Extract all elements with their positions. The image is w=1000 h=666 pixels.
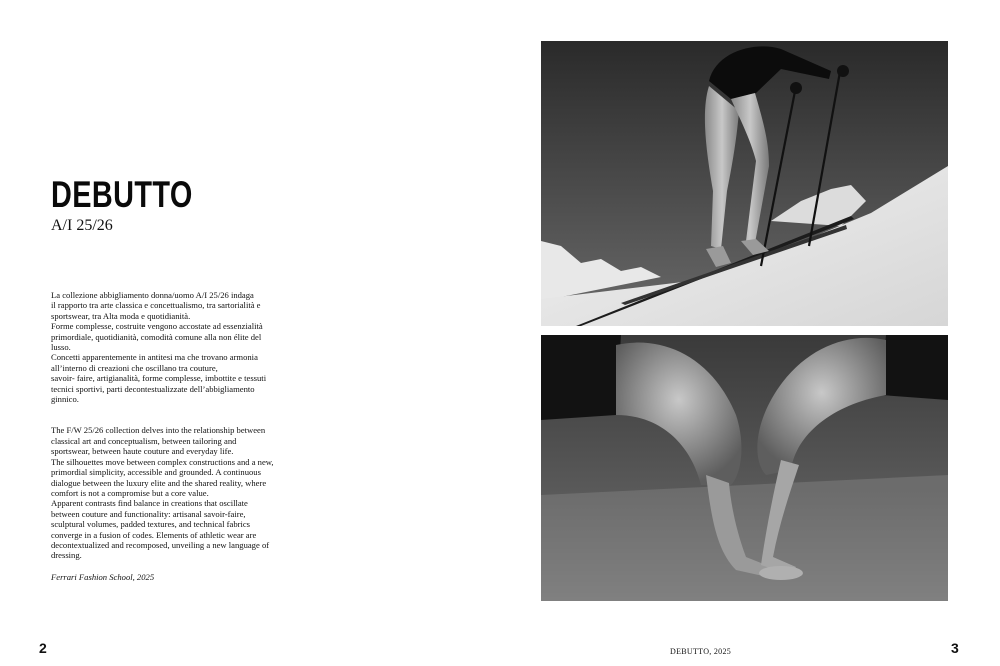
page-subtitle: A/I 25/26 — [51, 217, 113, 234]
text-line: primordial simplicity, accessible and grounded. A continuous — [51, 467, 261, 478]
text-line: The F/W 25/26 collection delves into the relationship between — [51, 425, 266, 436]
text-line: converge in a fusion of codes. Elements of athletic wear are — [51, 529, 257, 540]
text-line: all’interno di creazioni che oscillano tra couture, — [51, 362, 218, 373]
text-line: sportswear, tra Alta moda e quotidianità. — [51, 310, 191, 321]
text-line: primordiale, quotidianità, comodità comune alla non élite del — [51, 331, 262, 342]
text-line: The silhouettes move between complex constructions and a new, — [51, 456, 274, 467]
text-line: il rapporto tra arte classica e concettualismo, tra sartorialità e — [51, 300, 261, 311]
text-line: dialogue between the luxury elite and the shared reality, where — [51, 477, 267, 488]
text-line: lusso. — [51, 342, 71, 353]
photo-skier-in-heels-on-snow-slope — [541, 41, 948, 326]
text-line: between couture and functionality: artisanal savoir-faire, — [51, 508, 246, 519]
english-text-block — [51, 425, 281, 560]
text-line: dressing. — [51, 550, 82, 561]
text-line: La collezione abbigliamento donna/uomo A/I 25/26 indaga — [51, 290, 254, 300]
text-line: ginnico. — [51, 394, 79, 405]
text-line: Concetti apparentemente in antitesi ma che trovano armonia — [51, 352, 258, 363]
italian-text-block — [51, 290, 281, 404]
photo-figures — [541, 335, 948, 601]
text-line: tecnici sportivi, parti decontestualizzate dell’abbigliamento — [51, 383, 255, 394]
page-number-left: 2 — [39, 640, 47, 656]
text-line: comfort is not a compromise but a core value. — [51, 487, 209, 498]
page-number-right: 3 — [951, 640, 959, 656]
text-line: Apparent contrasts find balance in creations that oscillate — [51, 498, 248, 509]
text-line: sculptural volumes, padded textures, and technical fabrics — [51, 519, 251, 530]
text-line: Forme complesse, costruite vengono accostate ad essenzialità — [51, 321, 263, 332]
text-line: savoir- faire, artigianalità, forme complesse, imbottite e tessuti — [51, 373, 267, 384]
footer-label: DEBUTTO, 2025 — [670, 647, 732, 656]
photo-two-figures-bent-over-touching-hands — [541, 335, 948, 601]
photo-skier — [541, 41, 948, 326]
text-line: decontextualized and recomposed, unveiling a new language of — [51, 539, 270, 550]
body-text — [51, 290, 281, 582]
page-title: DEBUTTO — [51, 174, 193, 215]
text-line: classical art and conceptualism, between tailoring and — [51, 435, 237, 446]
text-line: sportswear, between haute couture and everyday life. — [51, 446, 234, 457]
photo-credit: Ferrari Fashion School, 2025 — [51, 571, 155, 582]
